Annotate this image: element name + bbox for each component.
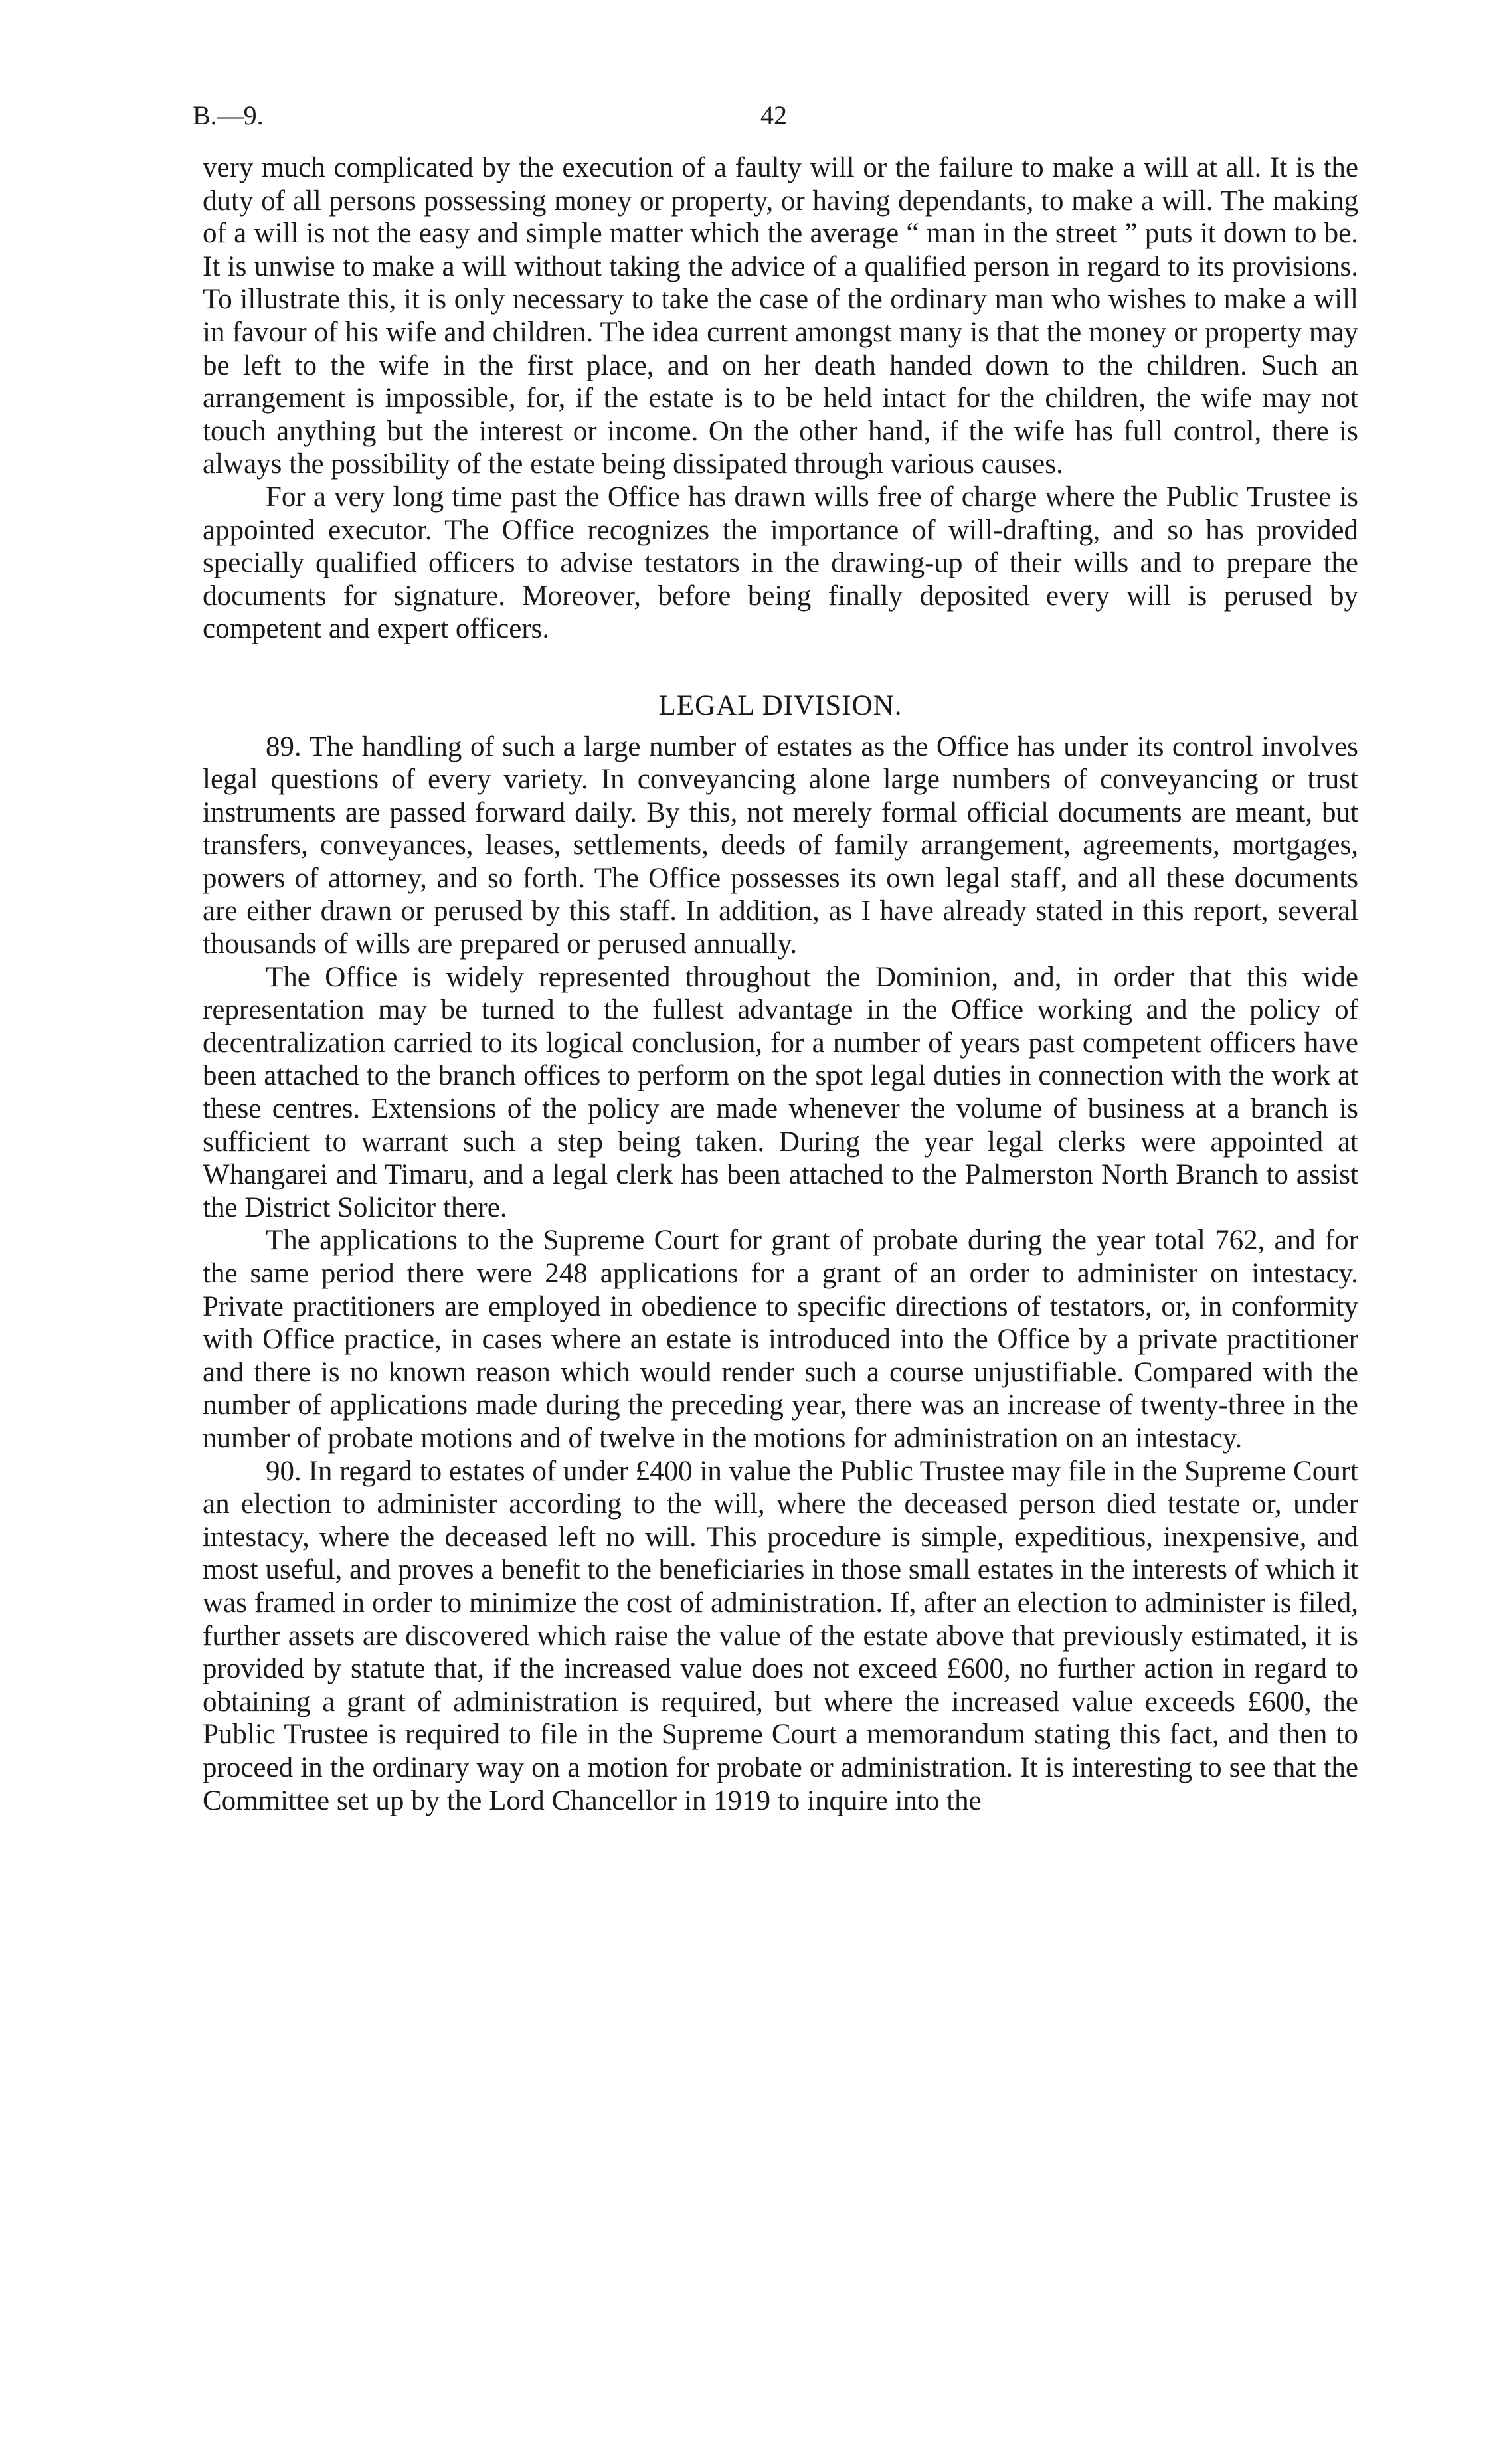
paragraph-wills-drawn: For a very long time past the Office has drawn wills free of charge where the Public Trustee is appointed executor. The Office recognizes the importance of will-drafting, and so has provided specially qualified officers to advise testators in the drawing-up of their wills and to prepare the documents for signature. Moreover, before being finally deposited every will is perused by competent and expert officers. bbox=[203, 481, 1358, 645]
paragraph-applications: The applications to the Supreme Court for grant of probate during the year total 762, and for the same period there were 248 applications for a grant of an order to administer on intestacy. Private practitioners are employed in obedience to specific directions of testators, or, in conformity with Office practice, in cases where an estate is introduced into the Office by a private practitioner and there is no known reason which would render such a course unjustifiable. Compared with the number of applications made during the preceding year, there was an increase of twenty-three in the number of probate motions and of twelve in the motions for administration on an intestacy. bbox=[203, 1225, 1358, 1454]
page-number: 42 bbox=[760, 100, 787, 130]
paragraph-continued: very much complicated by the execution of a faulty will or the failure to make a will at all. It is the duty of all persons possessing money or property, or having dependants, to make a will. The making of a will is not the easy and simple matter which the average “ man in the street ” puts it down to be. It is unwise to make a will without taking the advice of a qualified person in regard to its provisions. To illustrate this, it is only necessary to take the case of the ordinary man who wishes to make a will in favour of his wife and children. The idea current amongst many is that the money or property may be left to the wife in the first place, and on her death handed down to the children. Such an arrangement is impossible, for, if the estate is to be held intact for the children, the wife may not touch anything but the interest or income. On the other hand, if the wife has full control, there is always the possibility of the estate being dissipated through various causes. bbox=[203, 152, 1358, 480]
paragraph-89: 89. The handling of such a large number of estates as the Office has under its control involves legal questions of every variety. In conveyancing alone large numbers of conveyancing or trust instruments are passed forward daily. By this, not merely formal official documents are meant, but transfers, conveyances, leases, settlements, deeds of family arrangement, agreements, mortgages, powers of attorney, and so forth. The Office possesses its own legal staff, and all these documents are either drawn or perused by this staff. In addition, as I have already stated in this report, several thousands of wills are prepared or perused annually. bbox=[203, 731, 1358, 960]
page-body bbox=[203, 151, 1358, 1817]
section-heading: LEGAL DIVISION. bbox=[658, 689, 903, 721]
paragraph-decentralization: The Office is widely represented throughout the Dominion, and, in order that this wide representation may be turned to the fullest advantage in the Office working and the policy of decentralization carried to its logical conclusion, for a number of years past competent officers have been attached to the branch offices to perform on the spot legal duties in connection with the work at these centres. Extensions of the policy are made whenever the volume of business at a branch is sufficient to warrant such a step being taken. During the year legal clerks were appointed at Whangarei and Timaru, and a legal clerk has been attached to the Palmerston North Branch to assist the District Solicitor there. bbox=[203, 961, 1358, 1223]
paragraph-90: 90. In regard to estates of under £400 in value the Public Trustee may file in the Supreme Court an election to administer according to the will, where the deceased person died testate or, under intestacy, where the deceased left no will. This procedure is simple, expeditious, inexpensive, and most useful, and proves a benefit to the beneficiaries in those small estates in the interests of which it was framed in order to minimize the cost of administration. If, after an election to administer is filed, further assets are discovered which raise the value of the estate above that previously estimated, it is provided by statute that, if the increased value does not exceed £600, no further action in regard to obtaining a grant of administration is required, but where the increased value exceeds £600, the Public Trustee is required to file in the Supreme Court a memorandum stating this fact, and then to proceed in the ordinary way on a motion for probate or administration. It is interesting to see that the Committee set up by the Lord Chancellor in 1919 to inquire into the bbox=[203, 1455, 1358, 1816]
document-reference: B.—9. bbox=[193, 100, 264, 130]
page-header bbox=[193, 100, 1355, 139]
